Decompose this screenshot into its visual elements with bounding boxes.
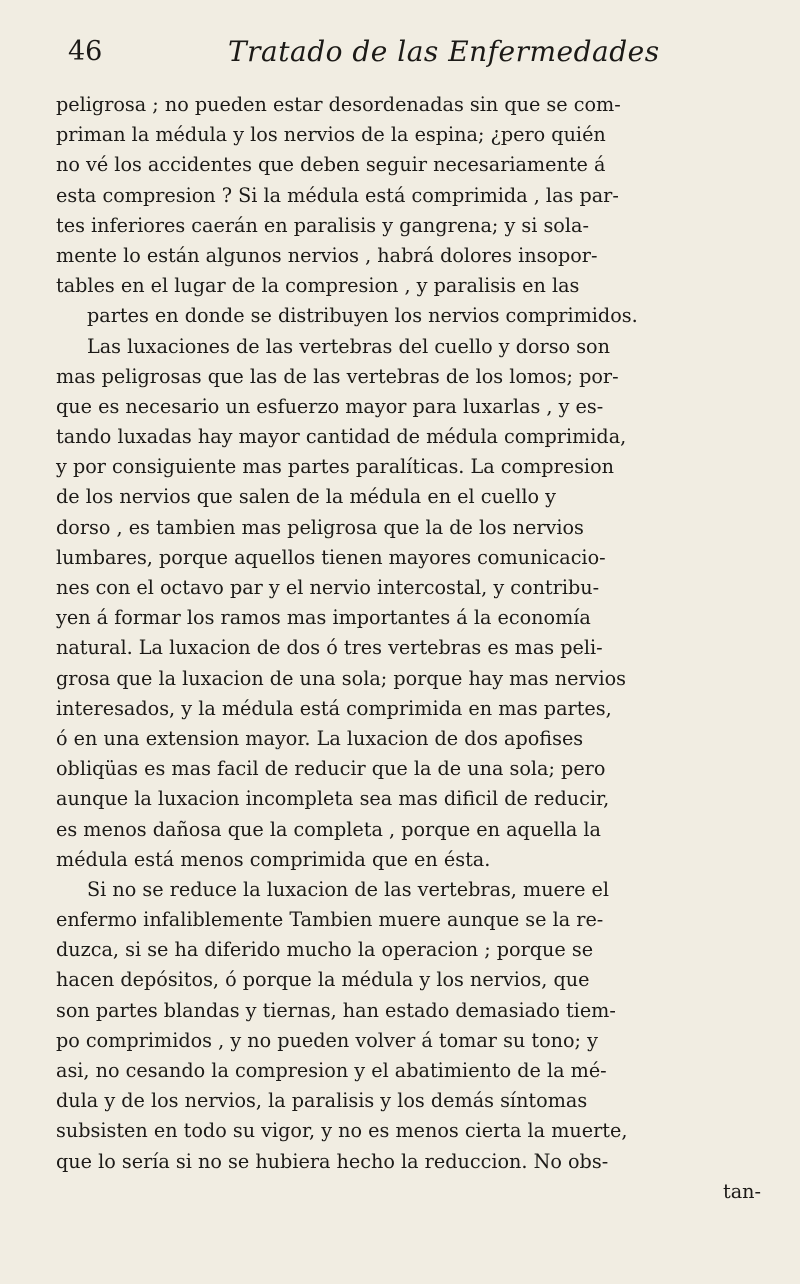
text-line: médula está menos comprimida que en ésta. bbox=[56, 847, 491, 871]
text-line: dorso , es tambien mas peligrosa que la de los nervios bbox=[56, 515, 584, 539]
page-number: 46 bbox=[68, 36, 103, 67]
text-line: enfermo infaliblemente Tambien muere aunque se la re- bbox=[56, 908, 604, 932]
text-line: duzca, si se ha diferido mucho la operacion ; porque se bbox=[56, 938, 594, 962]
text-line: yen á formar los ramos mas importantes á la economía bbox=[56, 606, 591, 630]
text-line: no vé los accidentes que deben seguir necesariamente á bbox=[56, 153, 606, 177]
text-line: aunque la luxacion incompleta sea mas dificil de reducir, bbox=[56, 787, 610, 811]
body-text bbox=[56, 90, 796, 1207]
text-line: tando luxadas hay mayor cantidad de médula comprimida, bbox=[56, 425, 627, 449]
text-line: subsisten en todo su vigor, y no es menos cierta la muerte, bbox=[56, 1119, 628, 1143]
paragraph-start: Si no se reduce la luxacion de las vertebras, muere el bbox=[87, 877, 610, 901]
text-line: obliqüas es mas facil de reducir que la de una sola; pero bbox=[56, 757, 606, 781]
text-line: de los nervios que salen de la médula en el cuello y bbox=[56, 485, 556, 509]
running-title: Tratado de las Enfermedades bbox=[228, 35, 660, 68]
text-line: son partes blandas y tiernas, han estado demasiado tiem- bbox=[56, 998, 616, 1022]
text-line: nes con el octavo par y el nervio intercostal, y contribu- bbox=[56, 576, 600, 599]
text-line: ó en una extension mayor. La luxacion de dos apofises bbox=[56, 726, 584, 750]
text-line: partes en donde se distribuyen los nervios comprimidos. bbox=[87, 304, 638, 328]
text-line: es menos dañosa que la completa , porque en aquella la bbox=[56, 817, 601, 841]
text-line: natural. La luxacion de dos ó tres vertebras es mas peli- bbox=[56, 636, 603, 660]
text-line: interesados, y la médula está comprimida en mas partes, bbox=[56, 696, 612, 720]
text-line: que lo sería si no se hubiera hecho la reduccion. No obs- bbox=[56, 1149, 609, 1173]
text-line: priman la médula y los nervios de la espina; ¿pero quién bbox=[56, 123, 606, 147]
text-line: lumbares, porque aquellos tienen mayores comunicacio- bbox=[56, 545, 606, 569]
text-line: tables en el lugar de la compresion , y paralisis en las bbox=[56, 274, 580, 298]
text-line: tes inferiores caerán en paralisis y gangrena; y si sola- bbox=[56, 213, 589, 237]
text-line: mente lo están algunos nervios , habrá dolores insopor- bbox=[56, 243, 598, 267]
page-header bbox=[0, 34, 800, 74]
text-line: y por consiguiente mas partes paralíticas. La compresion bbox=[56, 455, 614, 479]
text-line: hacen depósitos, ó porque la médula y los nervios, que bbox=[56, 968, 590, 992]
text-line: esta compresion ? Si la médula está comprimida , las par- bbox=[56, 183, 619, 207]
catchword: tan- bbox=[723, 1179, 761, 1203]
text-line: que es necesario un esfuerzo mayor para luxarlas , y es- bbox=[56, 394, 604, 418]
text-line: mas peligrosas que las de las vertebras de los lomos; por- bbox=[56, 364, 619, 388]
text-line: asi, no cesando la compresion y el abatimiento de la mé- bbox=[56, 1059, 607, 1082]
text-line: po comprimidos , y no pueden volver á tomar su tono; y bbox=[56, 1028, 598, 1052]
text-line: peligrosa ; no pueden estar desordenadas sin que se com- bbox=[56, 93, 621, 116]
text-line: grosa que la luxacion de una sola; porque hay mas nervios bbox=[56, 666, 627, 690]
text-line: dula y de los nervios, la paralisis y los demás síntomas bbox=[56, 1089, 588, 1113]
paragraph-start: Las luxaciones de las vertebras del cuello y dorso son bbox=[87, 334, 610, 358]
